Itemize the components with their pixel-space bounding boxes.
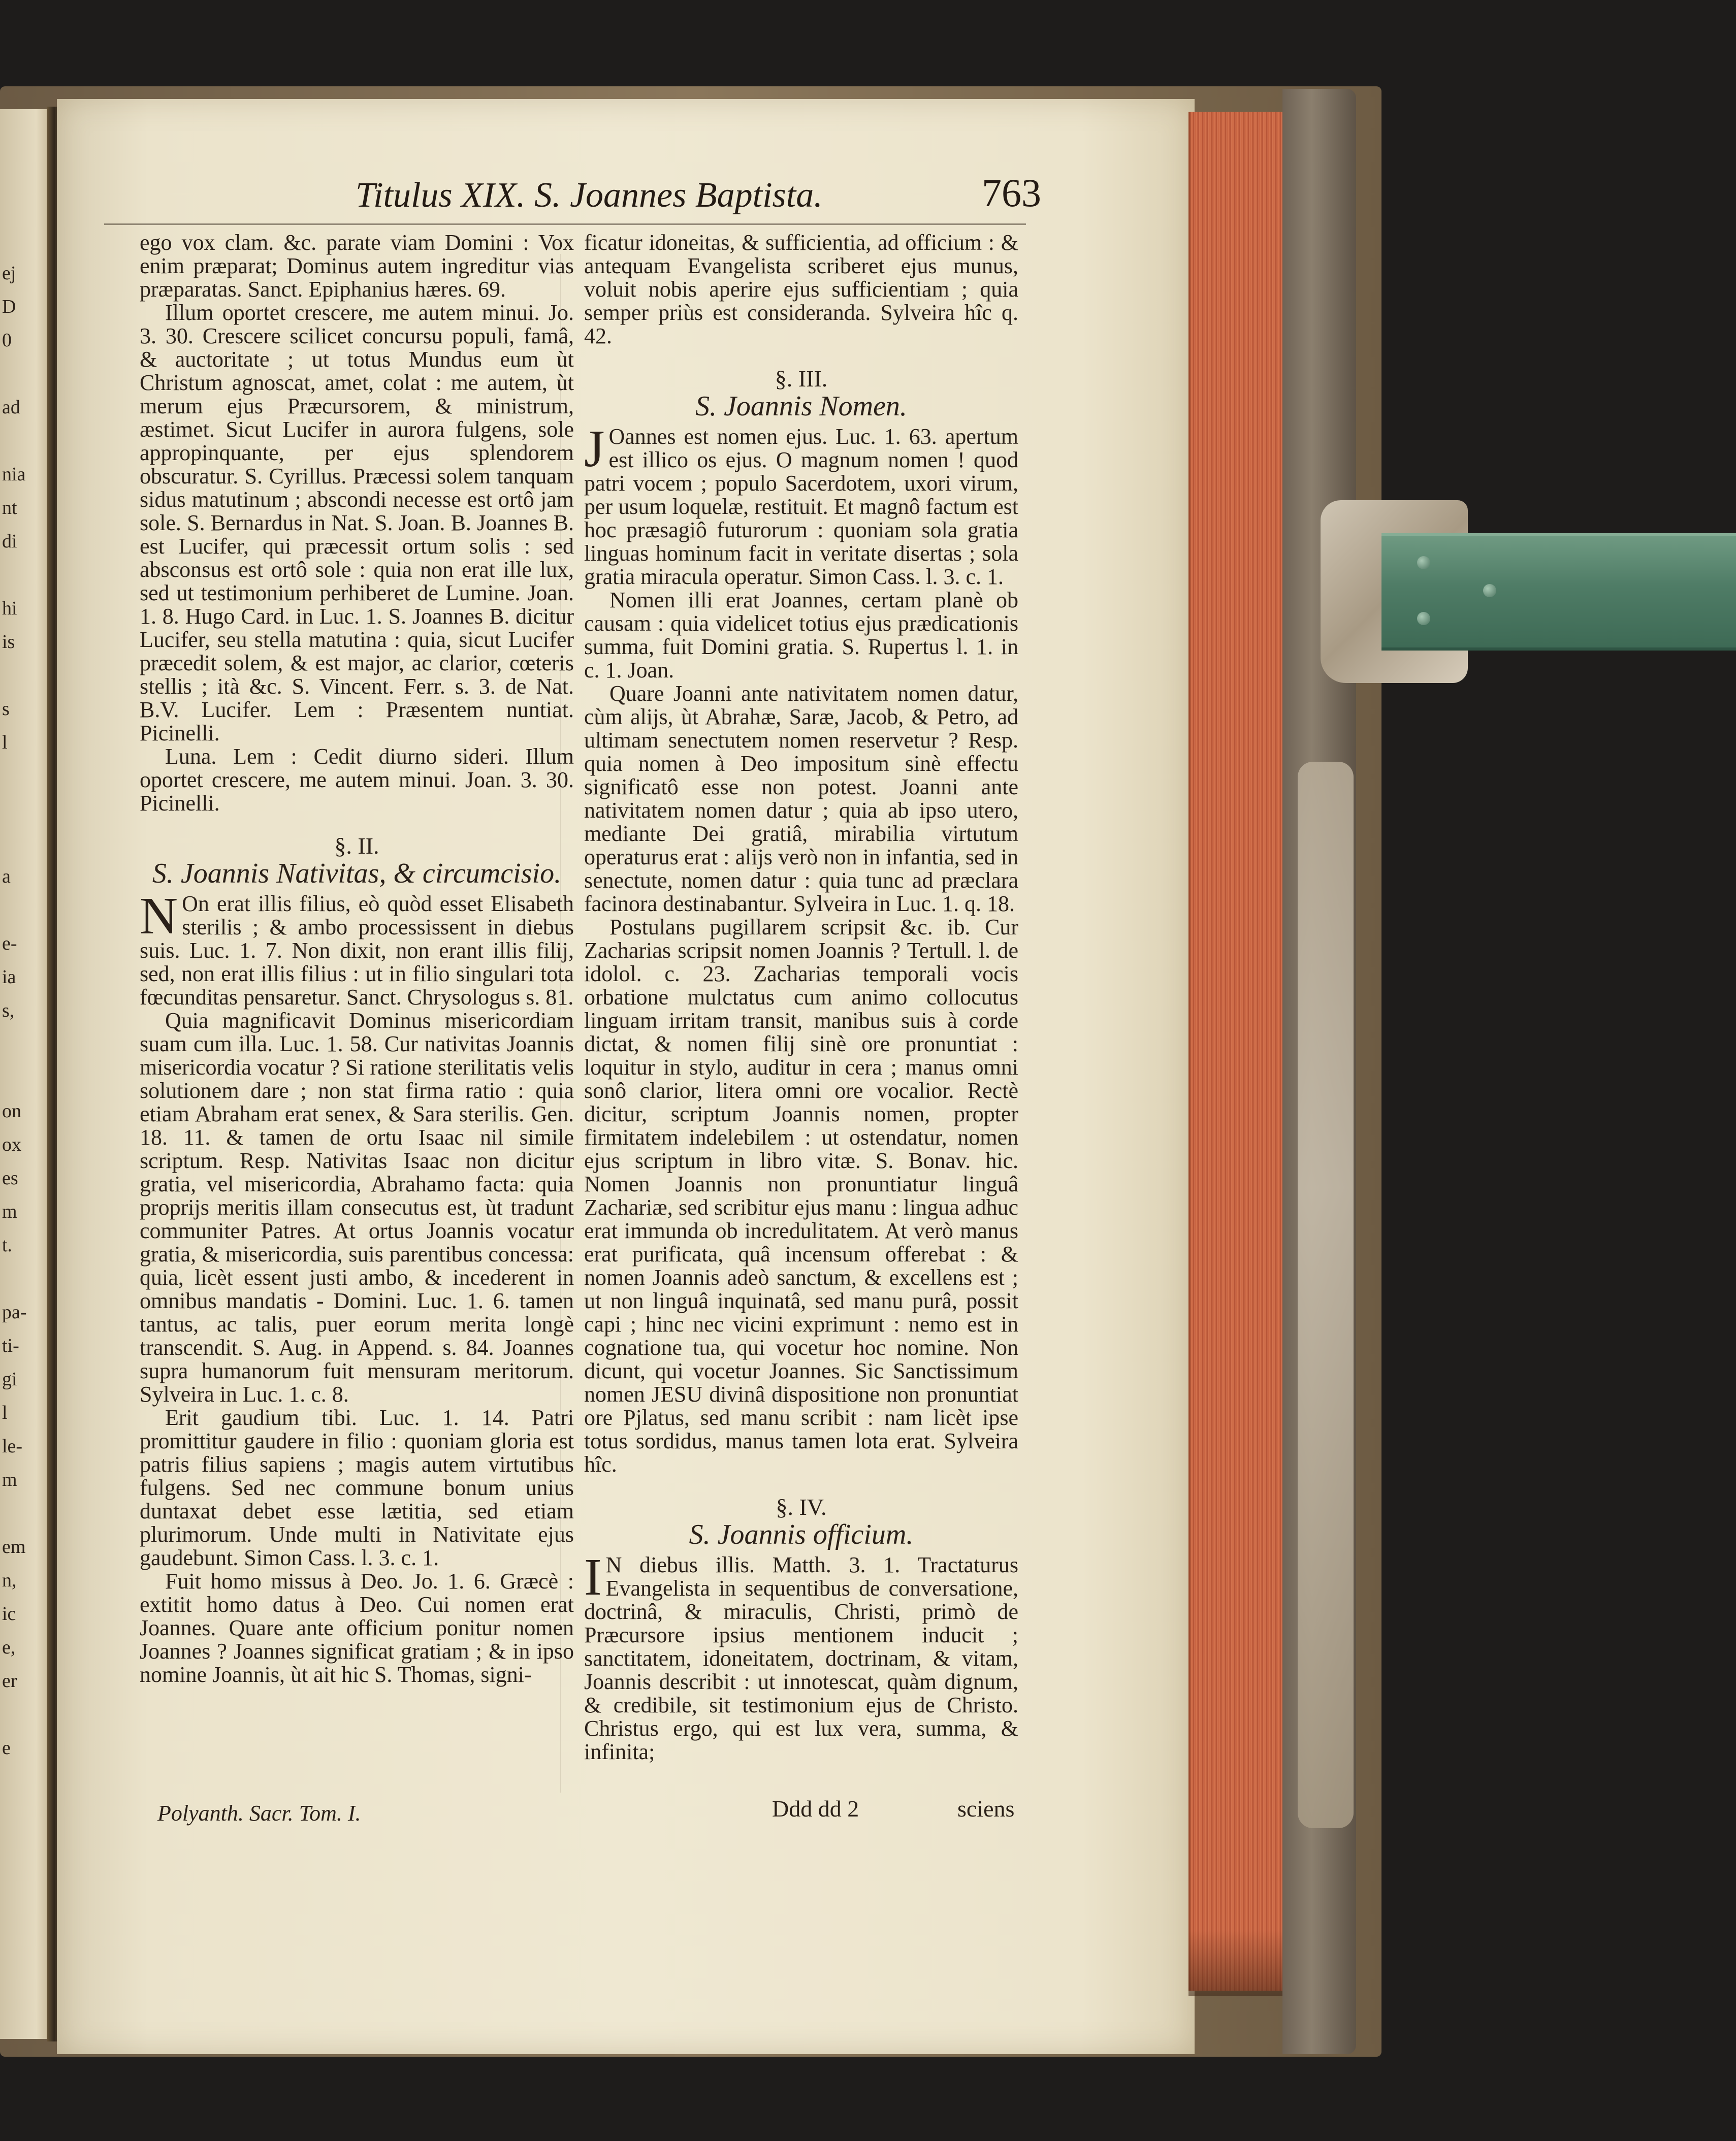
section-title: S. Joannis Nativitas, & circumcisio. (152, 858, 562, 889)
facing-page-fragment: l (2, 1402, 8, 1423)
facing-page-fragment: ic (2, 1603, 16, 1625)
facing-page-fragment: em (2, 1536, 26, 1558)
left-column (140, 231, 574, 1686)
drop-cap: J (584, 419, 605, 478)
footer-title: Polyanth. Sacr. Tom. I. (157, 1801, 361, 1826)
facing-page-fragment: e- (2, 933, 17, 954)
facing-page-fragment: ia (2, 966, 16, 988)
facing-page-fragment: ti- (2, 1335, 19, 1356)
facing-page-fragment: s (2, 698, 10, 720)
facing-page-edge (0, 109, 52, 2039)
signature-mark: Ddd dd 2 (772, 1796, 859, 1822)
facing-page-fragment: nia (2, 464, 26, 485)
facing-page-fragment: gi (2, 1369, 17, 1390)
facing-page-fragment: e (2, 1737, 11, 1759)
facing-page-fragment: a (2, 866, 11, 887)
paragraph-text: N diebus illis. Matth. 3. 1. Tractaturus Evangelista in sequentibus de conversatione, doctrinâ, & miraculis, Christi, primò de Præcursore ipsius mentionem inducit ; sanctitatem, idoneitatem, doctrinam, & vitam, Joannis describit : ut innotescat, quàm dignum, & credibile, sit testimonium ejus de Christo. Christus ergo, qui est lux vera, summa, & infinita; (584, 1552, 1018, 1764)
facing-page-fragment: le- (2, 1436, 23, 1457)
facing-page-fragment: n, (2, 1570, 17, 1591)
facing-page-fragment: es (2, 1167, 18, 1189)
facing-page-fragment: m (2, 1469, 17, 1490)
rivet-icon (1417, 612, 1430, 625)
paragraph: Quia magnificavit Dominus misericordiam suam cum illa. Luc. 1. 58. Cur nativitas Joannis misericordia vocatur ? Si ratione sterilitatis velis solutionem dare ; non stat firma ratio : quia etiam Abraham erat senex, & Sara sterilis. Gen. 18. 11. & tamen de ortu Isaac nil simile scriptum. Resp. Nativitas Isaac non dicitur gratia, vel misericordia, Abrahamo facta: quia proprijs meritis illam consecutus est, ùt tradunt communiter Patres. At ortus Joannis vocatur gratia, & misericordia, suis parentibus concessa: quia, licèt essent justi ambo, & incederent in omnibus mandatis - Domini. Luc. 1. 6. tamen tantus, ac talis, puer eorum merita longè transcendit. S. Aug. in Append. s. 84. Joannes supra humanorum fuit mensuram meritorum. Sylveira in Luc. 1. c. 8. (140, 1008, 574, 1407)
facing-page-fragment: nt (2, 497, 17, 518)
rivet-icon (1483, 584, 1496, 597)
facing-page-fragment: di (2, 531, 17, 552)
section-number: §. IV. (776, 1494, 827, 1520)
page-edges-shadow (1188, 1930, 1285, 1996)
paragraph: ego vox clam. &c. parate viam Domini : Vox enim præparat; Dominus autem ingreditur vias præparatas. Sanct. Epiphanius hæres. 69. (140, 230, 574, 302)
section-title: S. Joannis officium. (689, 1519, 914, 1550)
paragraph-text: On erat illis filius, eò quòd esset Elisabeth sterilis ; & ambo processissent in diebus suis. Luc. 1. 7. Non dixit, non erant illis filij, sed, non erat illis filius : ut in filio singulari tota fœcunditas pensaretur. Sanct. Chrysologus s. 81. (140, 891, 574, 1010)
page-edges (1188, 112, 1287, 1991)
facing-page-fragment: s, (2, 1000, 15, 1021)
paragraph: Quare Joanni ante nativitatem nomen datur, cùm alijs, ùt Abrahæ, Saræ, Jacob, & Petro, ad ultimam senectutem nomen reservetur ? Resp. quia nomen à Deo impositum sinè effectu significatô esse non potest. Joanni ante nativitatem nomen datur ; quia ab ipso utero, mediante Dei gratiâ, mirabilia virtutum operaturus erat : alijs verò non in infantia, sed in senectute, nomen datur : quia tunc ad præclara facinora destinabantur. Sylveira in Luc. 1. q. 18. (584, 681, 1018, 916)
facing-page-fragment: ad (2, 397, 20, 418)
facing-page-fragment: l (2, 732, 8, 753)
clasp-strap (1381, 533, 1736, 651)
paragraph: Luna. Lem : Cedit diurno sideri. Illum oportet crescere, me autem minui. Joan. 3. 30. Picinelli. (140, 744, 574, 816)
paragraph: Illum oportet crescere, me autem minui. Jo. 3. 30. Crescere scilicet concursu populi, famâ, & auctoritate ; ut totus Mundus eum ùt Christum agnoscat, amet, colat : me autem, ùt merum ejus Præcursorem, & ministrum, æstimet. Sicut Lucifer in aurora fulgens, sole appropinquante, per ejus splendorem obscuratur. S. Cyrillus. Præcessi solem tanquam sidus matutinum ; abscondi necesse est ortô jam sole. S. Bernardus in Nat. S. Joan. B. Joannes B. est Lucifer, qui præcessit ortum solis : sed absconsus est ortô sole : quia non erat ille lux, sed ut testimonium perhiberet de Lumine. Joan. 1. 8. Hugo Card. in Luc. 1. S. Joannes B. dicitur Lucifer, seu stella matutina : quia, sicut Lucifer præcedit solem, & est major, ac clarior, cœteris stellis ; ità &c. S. Vincent. Ferr. s. 3. de Nat. B.V. Lucifer. Lem : Præsentem nuntiat. Picinelli. (140, 300, 574, 745)
paragraph: ficatur idoneitas, & sufficientia, ad officium : & antequam Evangelista scriberet ejus munus, voluit nobis aperire ejus sufficientiam ; quia semper priùs est consideranda. Sylveira hîc q. 42. (584, 230, 1018, 348)
right-column (584, 231, 1018, 1764)
header-title: Titulus XIX. S. Joannes Baptista. (356, 176, 823, 215)
section-number: §. II. (334, 833, 379, 859)
facing-page-fragment: D (2, 296, 16, 317)
facing-page-fragment: er (2, 1670, 17, 1692)
drop-cap: N (140, 887, 178, 945)
paragraph: Postulans pugillarem scripsit &c. ib. Cur Zacharias scripsit nomen Joannis ? Tertull. l. de idolol. c. 23. Zacharias temporali vocis orbatione mulctatus cum animo collocutus linguam irritam transit, manibus suis à corde dictat, & nomen filij sinè ore pronuntiat : loquitur in stylo, auditur in cera ; manus omni sonô clarior, litera omni ore vocalior. Rectè dicitur, scriptum Joannis nomen, propter firmitatem indelebilem : ut ostendatur, nomen ejus scriptum in libro vitæ. S. Bonav. hic. Nomen Joannis non pronuntiatur linguâ Zachariæ, sed scribitur ejus manu : lingua adhuc erat immunda ob incredulitatem. At verò manus erat purificata, quâ incensum offerebat : & nomen Joannis adeò sanctum, & excellens est ; ut non linguâ inquinatâ, sed manu purâ, possit capi ; hinc nec vicini exprimunt : nemo est in cognatione tua, qui vocetur hoc nomine. Non dicunt, qui vocetur Joannes. Sic Sanctissimum nomen JESU divinâ dispositione non pronuntiat ore Pjlatus, sed manu scribit : nam licèt ipse totus sordidus, manus tamen lota erat. Sylveira hîc. (584, 915, 1018, 1477)
facing-page-fragment: e, (2, 1637, 16, 1658)
paragraph (584, 1548, 1018, 1764)
drop-cap: I (584, 1548, 602, 1606)
paragraph (584, 419, 1018, 589)
paragraph (140, 887, 574, 1010)
paragraph: Erit gaudium tibi. Luc. 1. 14. Patri promittitur gaudere in filio : quoniam gloria est patris filius sapiens ; magis autem virtutibus fulgens. Sed nec commune bonum unius duntaxat debet esse lætitia, sed etiam plurimorum. Unde multi in Nativitate ejus gaudebunt. Simon Cass. l. 3. c. 1. (140, 1405, 574, 1570)
facing-page-fragment: t. (2, 1235, 13, 1256)
facing-page-fragment: is (2, 631, 15, 653)
paragraph-text: Oannes est nomen ejus. Luc. 1. 63. apertum est illico os ejus. O magnum nomen ! quod patri vocem ; populo Sacerdotem, uxori virum, per usum loquelæ, restituit. Et magnô factum est hoc præsagiô futurorum : quoniam sola gratia linguas hominum facit in veritate disertas ; sola gratia miracula operatur. Simon Cass. l. 3. c. 1. (584, 424, 1018, 589)
facing-page-fragment: hi (2, 598, 17, 619)
catchword: sciens (957, 1796, 1015, 1822)
facing-page-fragment: pa- (2, 1302, 27, 1323)
facing-page-fragment: ox (2, 1134, 21, 1155)
facing-page-fragment: 0 (2, 330, 12, 351)
paragraph: Nomen illi erat Joannes, certam planè ob causam : quia videlicet totius ejus prædicationis summa, fuit Domini gratia. S. Rupertus l. 1. in c. 1. Joan. (584, 588, 1018, 683)
facing-page-fragment: ej (2, 263, 16, 284)
section-number: §. III. (775, 366, 828, 392)
facing-page-fragment: m (2, 1201, 17, 1222)
page-number: 763 (982, 171, 1041, 215)
worn-board-area (1298, 762, 1354, 1828)
facing-page-fragment: on (2, 1100, 21, 1122)
header-rule (104, 223, 1026, 225)
paragraph: Fuit homo missus à Deo. Jo. 1. 6. Græcè : extitit homo datus à Deo. Cui nomen erat Joannes. Quare ante officium ponitur nomen Joannes ? Joannes significat gratiam ; & in ipso nomine Joannis, ùt ait hic S. Thomas, signi- (140, 1569, 574, 1687)
rivet-icon (1417, 556, 1430, 569)
section-title: S. Joannis Nomen. (695, 391, 907, 422)
running-header (356, 170, 1041, 226)
